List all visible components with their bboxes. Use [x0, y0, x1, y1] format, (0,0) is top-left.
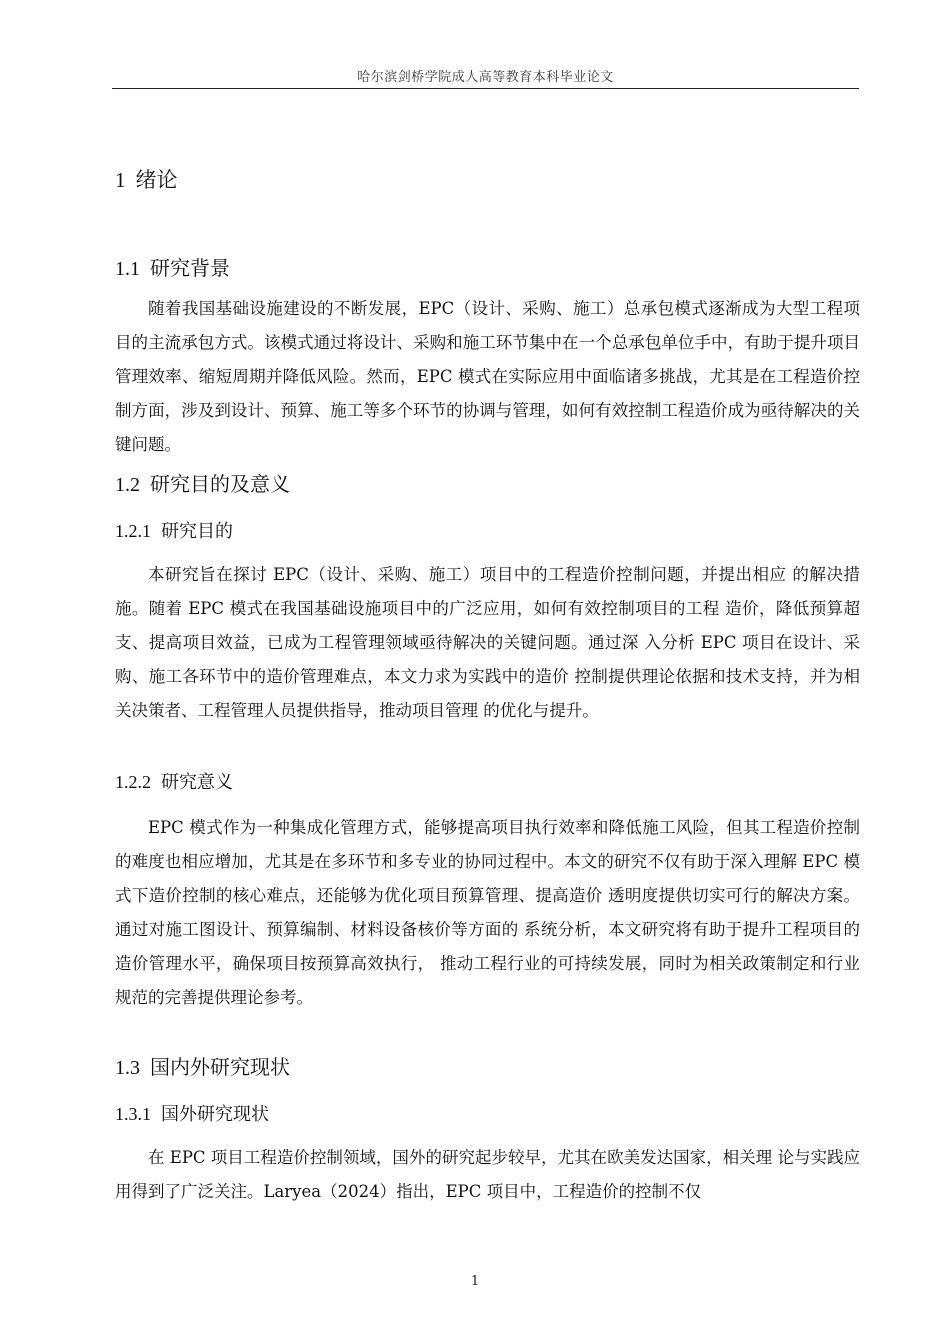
- section-title: 研究背景: [150, 256, 230, 280]
- section-heading-1-2: [115, 468, 290, 497]
- subsection-title: 研究意义: [161, 772, 233, 793]
- section-heading-1-3: [115, 1051, 290, 1080]
- subsection-title: 国外研究现状: [161, 1104, 269, 1125]
- chapter-title: 绪论: [135, 168, 178, 192]
- subsection-heading-1-3-1: [115, 1100, 269, 1126]
- section-number: 1.2: [115, 474, 140, 496]
- chapter-heading: [115, 164, 178, 194]
- paragraph-research-significance: EPC 模式作为一种集成化管理方式，能够提高项目执行效率和降低施工风险，但其工程造价控制的难度也相应增加，尤其是在多环节和多专业的协同过程中。本文的研究不仅有助于深入理解 EPC 模式下造价控制的核心难点，还能够为优化项目预算管理、提高造价 透明度提供切实可行的解决方案。通过对施工图设计、预算编制、材料设备核价等方面的 系统分析，本文研究将有助于提升工程项目的造价管理水平，确保项目按预算高效执行， 推动工程行业的可持续发展，同时为相关政策制定和行业规范的完善提供理论参考。: [115, 818, 860, 1007]
- paragraph-foreign-research: 在 EPC 项目工程造价控制领域，国外的研究起步较早，尤其在欧美发达国家，相关理 论与实践应用得到了广泛关注。Laryea（2024）指出，EPC 项目中，工程造价的控制不仅: [115, 1148, 860, 1201]
- section-title: 研究目的及意义: [150, 472, 290, 496]
- subsection-heading-1-2-2: [115, 768, 233, 794]
- subsection-number: 1.2.2: [115, 772, 151, 792]
- subsection-title: 研究目的: [161, 521, 233, 542]
- section-number: 1.1: [115, 258, 140, 280]
- subsection-number: 1.3.1: [115, 1104, 151, 1124]
- header-rule: [112, 88, 859, 89]
- paragraph-research-purpose: 本研究旨在探讨 EPC（设计、采购、施工）项目中的工程造价控制问题，并提出相应 的解决措施。随着 EPC 模式在我国基础设施项目中的广泛应用，如何有效控制项目的工程 造价，降低预算超支、提高项目效益，已成为工程管理领域亟待解决的关键问题。通过深 入分析 EPC 项目在设计、采购、施工各环节中的造价管理难点，本文力求为实践中的造价 控制提供理论依据和技术支持，并为相关决策者、工程管理人员提供指导，推动项目管理 的优化与提升。: [115, 565, 860, 720]
- subsection-heading-1-2-1: [115, 517, 233, 543]
- subsection-number: 1.2.1: [115, 521, 151, 541]
- section-heading-1-1: [115, 252, 230, 281]
- section-title: 国内外研究现状: [150, 1055, 290, 1079]
- page-header: 哈尔滨剑桥学院成人高等教育本科毕业论文: [357, 70, 614, 85]
- chapter-number: 1: [115, 168, 126, 192]
- section-number: 1.3: [115, 1057, 140, 1079]
- page-number: 1: [470, 1274, 480, 1289]
- paragraph-research-background: 随着我国基础设施建设的不断发展，EPC（设计、采购、施工）总承包模式逐渐成为大型工程项目的主流承包方式。该模式通过将设计、采购和施工环节集中在一个总承包单位手中，有助于提升项目管理效率、缩短周期并降低风险。然而，EPC 模式在实际应用中面临诸多挑战，尤其是在工程造价控制方面，涉及到设计、预算、施工等多个环节的协调与管理，如何有效控制工程造价成为亟待解决的关键问题。: [115, 299, 860, 454]
